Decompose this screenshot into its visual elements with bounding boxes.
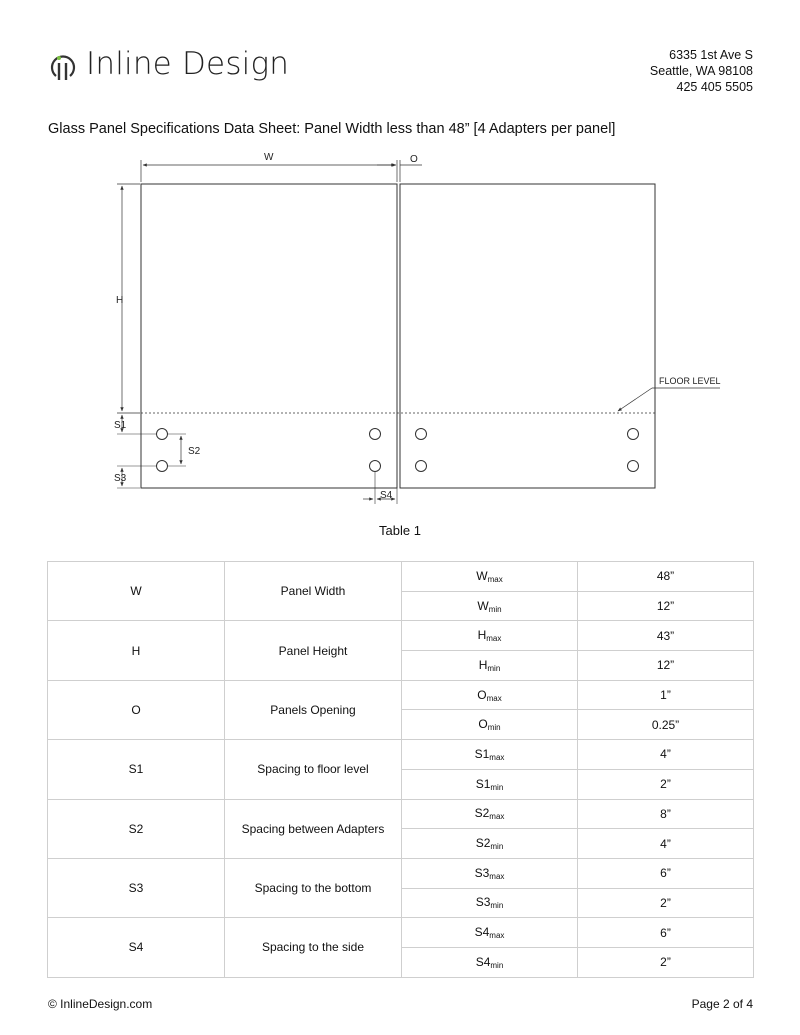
spec-max-value: 43”: [578, 621, 754, 651]
sheet-title: Glass Panel Specifications Data Sheet: Panel Width less than 48” [4 Adapters per panel]: [48, 121, 616, 137]
spec-max-label: [402, 740, 578, 770]
spec-name: Spacing to the side: [225, 918, 402, 977]
address-line-city: Seattle, WA 98108: [649, 64, 753, 78]
adapter-circle: [370, 461, 381, 472]
spec-min-base: S2: [475, 836, 491, 851]
spec-max-base: S4: [474, 925, 490, 940]
spec-symbol: H: [48, 621, 225, 680]
spec-min-label: [402, 947, 578, 977]
spec-symbol: O: [48, 680, 225, 739]
label-s4: S4: [380, 490, 393, 501]
adapter-circle: [157, 461, 168, 472]
spec-max-subscript: max: [487, 574, 503, 584]
footer-copyright: © InlineDesign.com: [48, 997, 153, 1011]
spec-min-base: S4: [475, 954, 491, 969]
footer-page-number: Page 2 of 4: [691, 997, 753, 1011]
spec-min-subscript: min: [488, 604, 502, 614]
table-row: [48, 621, 754, 651]
spec-max-label: [402, 680, 578, 710]
spec-min-value: 12”: [578, 651, 754, 681]
spec-min-label: [402, 888, 578, 918]
spec-min-subscript: min: [487, 723, 501, 733]
spec-symbol: W: [48, 562, 225, 621]
spec-max-base: O: [477, 687, 487, 702]
specifications-table: [47, 561, 754, 978]
spec-min-subscript: min: [487, 663, 501, 673]
glass-panel-left: [141, 184, 397, 488]
spec-min-label: [402, 829, 578, 859]
spec-name: Spacing between Adapters: [225, 799, 402, 858]
spec-symbol: S1: [48, 740, 225, 799]
logo-text: Inline Design: [86, 45, 290, 82]
spec-name: Panel Width: [225, 562, 402, 621]
spec-max-value: 8”: [578, 799, 754, 829]
table-row: [48, 799, 754, 829]
spec-max-base: S2: [474, 806, 490, 821]
spec-min-base: S3: [475, 895, 491, 910]
label-s1: S1: [114, 420, 127, 431]
spec-max-base: H: [477, 628, 487, 643]
spec-min-label: [402, 651, 578, 681]
spec-max-subscript: max: [489, 812, 505, 822]
glass-panel-right: [400, 184, 655, 488]
spec-max-subscript: max: [489, 752, 505, 762]
table-row: [48, 562, 754, 592]
table-row: [48, 680, 754, 710]
spec-min-subscript: min: [490, 960, 504, 970]
table-row: [48, 918, 754, 948]
adapter-circle: [416, 429, 427, 440]
label-floor-level: FLOOR LEVEL: [659, 376, 721, 386]
spec-min-label: [402, 710, 578, 740]
spec-max-value: 48”: [578, 562, 754, 592]
adapter-circle: [370, 429, 381, 440]
spec-name: Spacing to the bottom: [225, 858, 402, 917]
adapter-circle: [157, 429, 168, 440]
adapter-circle: [628, 461, 639, 472]
spec-min-base: O: [478, 717, 488, 732]
table-row: [48, 740, 754, 770]
spec-max-label: [402, 858, 578, 888]
spec-name: Panels Opening: [225, 680, 402, 739]
address-line-phone: 425 405 5505: [676, 80, 753, 94]
spec-min-subscript: min: [490, 842, 504, 852]
spec-min-value: 4”: [578, 829, 754, 859]
address-line-street: 6335 1st Ave S: [669, 48, 753, 62]
spec-min-value: 2”: [578, 947, 754, 977]
spec-min-value: 2”: [578, 769, 754, 799]
spec-max-value: 1”: [578, 680, 754, 710]
label-s2: S2: [188, 446, 201, 457]
spec-max-label: [402, 799, 578, 829]
spec-max-label: [402, 621, 578, 651]
adapter-circle: [416, 461, 427, 472]
label-o: O: [410, 154, 418, 165]
adapter-circle: [628, 429, 639, 440]
table-row: [48, 858, 754, 888]
spec-max-base: W: [476, 568, 488, 583]
spec-max-value: 4”: [578, 740, 754, 770]
label-w: W: [264, 152, 274, 163]
spec-name: Spacing to floor level: [225, 740, 402, 799]
spec-max-label: [402, 918, 578, 948]
spec-min-base: W: [477, 598, 489, 613]
table-caption: Table 1: [379, 523, 421, 538]
spec-min-value: 0.25”: [578, 710, 754, 740]
spec-min-base: H: [478, 657, 488, 672]
spec-min-base: S1: [475, 776, 491, 791]
spec-max-value: 6”: [578, 918, 754, 948]
spec-min-label: [402, 769, 578, 799]
spec-symbol: S4: [48, 918, 225, 977]
specifications-table-body: [48, 562, 754, 978]
label-h: H: [116, 295, 124, 306]
spec-max-subscript: max: [489, 871, 505, 881]
spec-symbol: S2: [48, 799, 225, 858]
spec-max-base: S3: [474, 865, 490, 880]
spec-max-value: 6”: [578, 858, 754, 888]
spec-min-value: 2”: [578, 888, 754, 918]
spec-max-subscript: max: [486, 634, 502, 644]
spec-max-base: S1: [474, 746, 490, 761]
spec-name: Panel Height: [225, 621, 402, 680]
spec-min-subscript: min: [490, 901, 504, 911]
spec-min-value: 12”: [578, 591, 754, 621]
label-s3: S3: [114, 473, 127, 484]
spec-max-subscript: max: [486, 693, 502, 703]
spec-symbol: S3: [48, 858, 225, 917]
spec-max-subscript: max: [489, 931, 505, 941]
spec-max-label: [402, 562, 578, 592]
spec-min-label: [402, 591, 578, 621]
spec-min-subscript: min: [490, 782, 504, 792]
